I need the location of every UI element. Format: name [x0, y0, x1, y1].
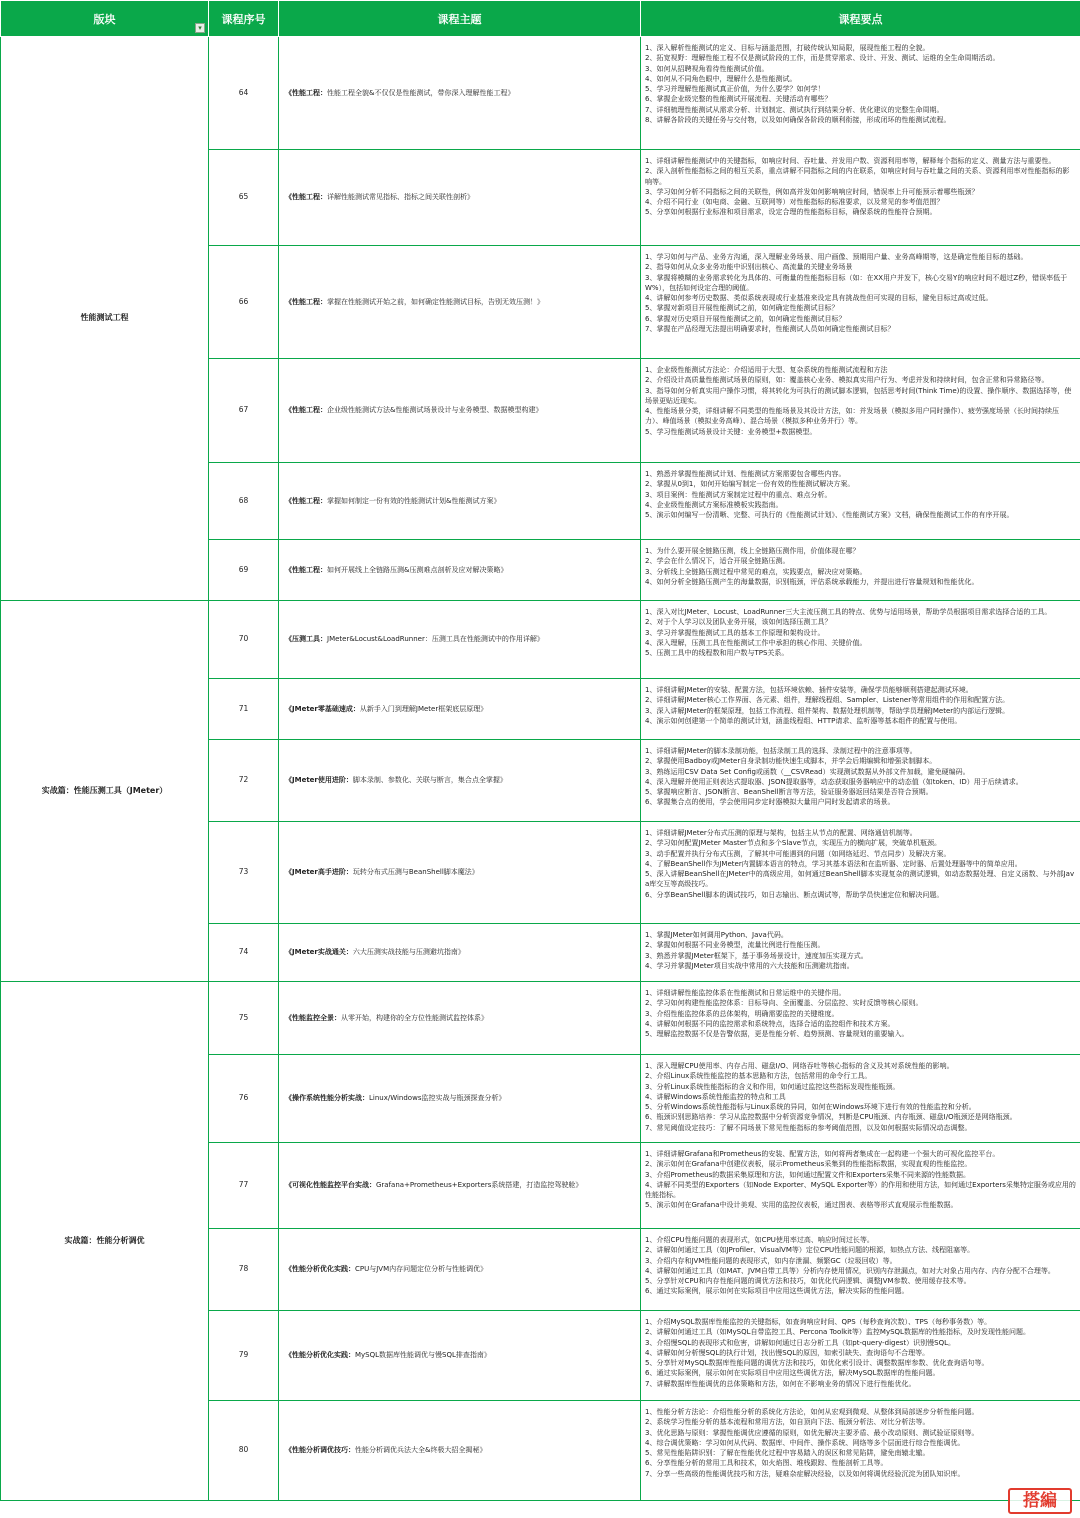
point-line: 2、对于个人学习以及团队业务开展，该如何选择压测工具？	[645, 618, 832, 627]
point-line: 4、讲解如何分析慢SQL的执行计划，找出慢SQL的原因，如索引缺失、查询语句不合理等。	[645, 1348, 930, 1357]
course-points[interactable]	[641, 1055, 1080, 1143]
point-line: 2、学会在什么情况下，适合开展全链路压测。	[645, 557, 790, 566]
point-line: 1、介绍CPU性能问题的表现形式，如CPU使用率过高、响应时间过长等。	[645, 1236, 874, 1244]
course-points[interactable]	[641, 1401, 1080, 1501]
point-line: 4、深入理解并使用正则表达式提取器、JSON提取器等，动态获取服务器响应中的动态值（如token、ID）用于后续请求。	[645, 777, 1023, 786]
point-line: 3、掌握将模糊的业务需求转化为具体的、可衡量的性能指标目标（如：在XX用户并发下，核心交易Y的响应时间不超过Z秒，错误率低于W%），包括如何设定合理的阈值。	[645, 273, 1068, 292]
point-line: 3、熟练运用CSV Data Set Config或函数（__CSVRead）实现测试数据从外部文件加载，避免硬编码。	[645, 767, 970, 776]
course-topic[interactable]	[279, 601, 641, 679]
point-line: 4、讲解Windows系统性能监控的特点和工具	[645, 1092, 786, 1101]
topic-prefix: 《可视化性能监控平台实战：	[285, 1181, 376, 1190]
point-line: 1、性能分析方法论：介绍性能分析的系统化方法论，如何从宏观到微观、从整体到局部逐步分析性能问题。	[645, 1408, 979, 1416]
point-line: 6、掌握企业级完整的性能测试开展流程、关键活动有哪些？	[645, 95, 832, 104]
course-topic[interactable]	[279, 1143, 641, 1229]
point-line: 5、掌握响应断言、JSON断言、BeanShell断言等方法，验证服务器返回结果是否符合预期。	[645, 788, 933, 797]
course-number[interactable]: 79	[209, 1311, 279, 1401]
course-points[interactable]	[641, 1311, 1080, 1401]
course-number[interactable]: 65	[209, 150, 279, 246]
course-points[interactable]	[641, 37, 1080, 150]
course-number[interactable]: 70	[209, 601, 279, 679]
course-topic[interactable]	[279, 540, 641, 601]
point-line: 6、分享性能分析的常用工具和技术，如火焰图、堆栈跟踪、性能剖析工具等。	[645, 1459, 888, 1468]
point-line: 4、了解BeanShell作为JMeter内置脚本语言的特点，学习其基本语法和在监听器、定时器、后置处理器等中的简单应用。	[645, 859, 1022, 868]
table-row	[1, 982, 1080, 1055]
course-points[interactable]	[641, 540, 1080, 601]
course-topic[interactable]	[279, 150, 641, 246]
point-line: 3、项目案例：性能测试方案制定过程中的重点、难点分析。	[645, 490, 832, 499]
point-line: 1、深入对比JMeter、Locust、LoadRunner三大主流压测工具的特点、优势与适用场景，帮助学员根据项目需求选择合适的工具。	[645, 608, 1052, 616]
course-topic[interactable]	[279, 463, 641, 540]
point-line: 4、讲解如何参考历史数据、类似系统表现或行业基准来设定具有挑战性但可实现的目标，避免目标过高或过低。	[645, 294, 993, 303]
course-number[interactable]: 80	[209, 1401, 279, 1501]
point-line: 1、学习如何与产品、业务方沟通，深入理解业务场景、用户画像、预期用户量、业务高峰期等，这是确定性能目标的基础。	[645, 253, 1028, 261]
course-points[interactable]	[641, 822, 1080, 924]
point-line: 4、深入理解，压测工具在性能测试工作中承担的核心作用、关键价值。	[645, 638, 867, 647]
topic-text: 详解性能测试常见指标、指标之间关联性剖析》	[327, 193, 474, 202]
point-line: 2、介绍Linux系统性能监控的基本思路和方法，包括常用的命令行工具。	[645, 1072, 872, 1081]
point-line: 3、学习并掌握性能测试工具的基本工作原理和架构设计。	[645, 628, 825, 637]
point-line: 4、讲解不同类型的Exporters（如Node Exporter、MySQL Exporter等）的作用和使用方法，如何通过Exporters采集特定服务或应用的性能指标。	[645, 1180, 1076, 1200]
header-no[interactable]: 课程序号	[209, 1, 279, 37]
point-line: 5、分享如何根据行业标准和项目需求，设定合理的性能指标目标，确保系统的性能符合预期。	[645, 208, 937, 217]
topic-prefix: 《JMeter零基础速成：	[285, 704, 360, 713]
point-line: 5、演示如何在Grafana中设计美观、实用的监控仪表板，通过图表、表格等形式直观展示性能数据。	[645, 1201, 958, 1210]
topic-text: Grafana+Prometheus+Exporters系统搭建，打造监控驾驶舱》	[376, 1181, 583, 1190]
course-topic[interactable]	[279, 37, 641, 150]
point-line: 6、通过实际案例，展示如何在实际项目中应用这些调优方法，解决实际的性能问题。	[645, 1287, 909, 1296]
table-row	[1, 601, 1080, 679]
point-line: 3、学习如何分析不同指标之间的关联性，例如高并发如何影响响应时间，错误率上升可能预示着哪些瓶颈？	[645, 187, 979, 196]
course-points[interactable]	[641, 359, 1080, 463]
point-line: 4、如何分析全链路压测产生的海量数据，识别瓶颈，评估系统承载能力，并提出进行容量规划和性能优化。	[645, 577, 979, 586]
point-line: 5、理解监控数据不仅是告警依据，更是性能分析、趋势预测、容量规划的重要输入。	[645, 1030, 909, 1039]
point-line: 5、压测工具中的线程数和用户数与TPS关系。	[645, 649, 789, 658]
course-points[interactable]	[641, 924, 1080, 982]
topic-prefix: 《压测工具：	[285, 635, 327, 644]
header-topic[interactable]: 课程主题	[279, 1, 641, 37]
point-line: 4、如何从不同角色眼中，理解什么是性能测试。	[645, 74, 797, 83]
point-line: 4、演示如何创建第一个简单的测试计划，涵盖线程组、HTTP请求、监听器等基本组件的配置与使用。	[645, 716, 962, 725]
point-line: 3、指导如何分析真实用户操作习惯，将其转化为可执行的测试脚本逻辑，包括思考时间(Think Time)的设置、操作顺序、数据选择等，使场景更贴近现实。	[645, 386, 1072, 405]
point-line: 5、掌握对新项目开展性能测试之前，如何确定性能测试目标？	[645, 304, 839, 313]
course-points[interactable]	[641, 1143, 1080, 1229]
point-line: 7、掌握在产品经理无法提出明确要求时，性能测试人员如何确定性能测试目标？	[645, 325, 895, 334]
point-line: 1、深入理解CPU使用率、内存占用、磁盘I/O、网络吞吐等核心指标的含义及其对系统性能的影响。	[645, 1062, 954, 1070]
table-body	[1, 37, 1080, 1501]
topic-prefix: 《性能分析优化实践：	[285, 1265, 355, 1274]
course-number[interactable]: 69	[209, 540, 279, 601]
topic-text: 掌握在性能测试开始之前，如何确定性能测试目标，告别无效压测！》	[327, 297, 544, 306]
topic-text: 脚本录制、参数化、关联与断言，集合点全掌握》	[352, 776, 507, 785]
point-line: 2、系统学习性能分析的基本流程和常用方法，如自顶向下法、瓶颈分析法、对比分析法等。	[645, 1418, 930, 1427]
point-line: 2、掌握如何根据不同业务模型，流量比例进行性能压测。	[645, 941, 825, 950]
course-points[interactable]	[641, 1229, 1080, 1311]
topic-text: 如何开展线上全链路压测&压测难点剖析及应对解决策略》	[327, 565, 508, 574]
topic-prefix: 《性能工程：	[285, 297, 327, 306]
point-line: 1、详细讲解JMeter的安装、配置方法，包括环境依赖、插件安装等，确保学员能够顺利搭建起测试环境。	[645, 686, 973, 694]
topic-text: 玩转分布式压测与BeanShell脚本魔法》	[352, 868, 479, 877]
topic-prefix: 《性能分析优化实践：	[285, 1351, 355, 1360]
course-points[interactable]	[641, 463, 1080, 540]
course-topic[interactable]	[279, 679, 641, 740]
point-line: 4、学习并掌握JMeter项目实战中常用的六大技能和压测避坑指南。	[645, 961, 854, 970]
point-line: 2、讲解如何通过工具（如MySQL自带监控工具、Percona Toolkit等）监控MySQL数据库的性能指标，及时发现性能问题。	[645, 1328, 1030, 1337]
point-line: 3、优化思路与原则：掌握性能调优应遵循的原则，如优先解决主要矛盾、最小改动原则、测试验证原则等。	[645, 1428, 979, 1437]
course-points[interactable]	[641, 982, 1080, 1055]
course-number[interactable]: 66	[209, 246, 279, 359]
topic-prefix: 《性能监控全景：	[285, 1013, 341, 1022]
topic-text: 企业级性能测试方法&性能测试场景设计与业务模型、数据模型构建》	[327, 406, 543, 415]
point-line: 2、介绍设计高质量性能测试场景的原则，如：覆盖核心业务、模拟真实用户行为、考虑并发和持续时间，包含正常和异常路径等。	[645, 376, 1049, 385]
point-line: 1、详细讲解性能监控体系在性能测试和日常运维中的关键作用。	[645, 989, 846, 997]
course-number[interactable]: 77	[209, 1143, 279, 1229]
course-number[interactable]: 68	[209, 463, 279, 540]
header-block[interactable]: 版块 ▾	[1, 1, 209, 37]
topic-prefix: 《JMeter实战通关：	[285, 948, 353, 957]
topic-prefix: 《性能工程：	[285, 565, 327, 574]
point-line: 6、通过实际案例，展示如何在实际项目中应用这些调优方法，解决MySQL数据库的性能问题。	[645, 1369, 940, 1378]
point-line: 6、瓶颈识别思路培养：学习从监控数据中分析资源竞争情况，判断是CPU瓶颈、内存瓶颈、磁盘I/O瓶颈还是网络瓶颈。	[645, 1113, 1017, 1122]
point-line: 1、为什么要开展全链路压测，线上全链路压测作用，价值体现在哪？	[645, 547, 860, 555]
point-line: 3、深入讲解JMeter的框架原理，包括工作流程、组件架构、数据处理机制等，帮助学员理解JMeter的内部运行逻辑。	[645, 706, 1010, 715]
point-line: 2、学习如何配置JMeter Master节点和多个Slave节点，实现压力的横向扩展，突破单机瓶颈。	[645, 839, 942, 848]
topic-text: CPU与JVM内存问题定位分析与性能调优》	[355, 1265, 488, 1274]
course-number[interactable]: 75	[209, 982, 279, 1055]
topic-text: 掌握如何制定一份有效的性能测试计划&性能测试方案》	[327, 496, 501, 505]
point-line: 2、深入剖析性能指标之间的相互关系，重点讲解不同指标之间的内在联系，如响应时间与吞吐量之间的关系、资源利用率对性能指标的影响等。	[645, 167, 1070, 186]
topic-prefix: 《JMeter高手进阶：	[285, 868, 353, 877]
topic-text: MySQL数据库性能调优与慢SQL排查指南》	[355, 1351, 491, 1360]
point-line: 7、详细梳理性能测试从需求分析、计划制定、测试执行到结果分析、优化建议的完整生命周期。	[645, 105, 944, 114]
topic-text: 六大压测实战技能与压测避坑指南》	[352, 948, 465, 957]
point-line: 2、演示如何在Grafana中创建仪表板，展示Prometheus采集到的性能指标数据，实现直观的性能监控。	[645, 1160, 972, 1169]
point-line: 6、分享BeanShell脚本的调试技巧，如日志输出、断点调试等，帮助学员快速定位和解决问题。	[645, 890, 944, 899]
point-line: 1、企业级性能测试方法论：介绍适用于大型、复杂系统的性能测试流程和方法	[645, 366, 888, 374]
point-line: 7、分享一些高级的性能调优技巧和方法，疑难杂症解决经验，以及如何将调优经验沉淀为团队知识库。	[645, 1469, 965, 1478]
point-line: 2、拓宽视野：理解性能工程不仅是测试阶段的工作，而是贯穿需求、设计、开发、测试、运维的全生命周期活动。	[645, 54, 1000, 63]
course-points[interactable]	[641, 601, 1080, 679]
point-line: 4、综合调优策略：学习如何从代码、数据库、中间件、操作系统、网络等多个层面进行综合性能调优。	[645, 1438, 965, 1447]
course-topic[interactable]	[279, 982, 641, 1055]
topic-prefix: 《性能工程：	[285, 496, 327, 505]
block-cell[interactable]: 性能测试工程	[1, 37, 209, 601]
header-row	[1, 1, 1080, 37]
point-line: 4、企业级性能测试方案标准模板实践指南。	[645, 500, 783, 509]
point-line: 1、详细讲解JMeter分布式压测的原理与架构，包括主从节点的配置、网络通信机制等。	[645, 829, 917, 837]
topic-text: JMeter&Locust&LoadRunner：压测工具在性能测试中的作用详解》	[327, 635, 544, 644]
course-points[interactable]	[641, 740, 1080, 822]
point-line: 5、深入讲解BeanShell在JMeter中的高级应用，如何通过BeanShell脚本实现复杂的测试逻辑，如动态数据处理、自定义函数、与外部Java库交互等高级技巧。	[645, 870, 1075, 889]
course-number[interactable]: 71	[209, 679, 279, 740]
filter-icon[interactable]: ▾	[195, 23, 205, 33]
point-line: 1、详细讲解Grafana和Prometheus的安装、配置方法，如何将两者集成在一起构建一个强大的可视化监控平台。	[645, 1150, 1000, 1158]
topic-text: 从新手入门到理解JMeter框架底层原理》	[359, 704, 488, 713]
course-topic[interactable]	[279, 924, 641, 982]
point-line: 3、介绍性能监控体系的总体架构，明确需要监控的关键维度。	[645, 1009, 839, 1018]
point-line: 5、学习性能测试场景设计关键：业务模型+数据模型。	[645, 427, 817, 436]
point-line: 3、介绍内存和JVM性能问题的表现形式，如内存泄漏、频繁GC（垃圾回收）等。	[645, 1256, 897, 1265]
topic-prefix: 《性能工程：	[285, 193, 327, 202]
course-topic[interactable]	[279, 1401, 641, 1501]
point-line: 6、掌握对历史项目开展性能测试之前，如何确定性能测试目标？	[645, 314, 846, 323]
point-line: 4、讲解如何根据不同的监控需求和系统特点，选择合适的监控组件和技术方案。	[645, 1019, 895, 1028]
course-points[interactable]	[641, 246, 1080, 359]
point-line: 3、如何从招聘视角看待性能测试价值。	[645, 64, 769, 73]
point-line: 3、熟悉并掌握JMeter框架下，基于事务场景设计，速度加压实现方式。	[645, 951, 868, 960]
watermark-logo: 搭編	[1008, 1488, 1072, 1514]
course-number[interactable]: 73	[209, 822, 279, 924]
course-number[interactable]: 67	[209, 359, 279, 463]
course-topic[interactable]	[279, 1311, 641, 1401]
course-topic[interactable]	[279, 740, 641, 822]
point-line: 1、介绍MySQL数据库性能监控的关键指标，如查询响应时间、QPS（每秒查询次数）、TPS（每秒事务数）等。	[645, 1318, 992, 1326]
point-line: 1、掌握JMeter如何调用Python、Java代码。	[645, 931, 788, 939]
course-number[interactable]: 78	[209, 1229, 279, 1311]
point-line: 8、讲解各阶段的关键任务与交付物，以及如何确保各阶段的顺利衔接，形成闭环的性能测试流程。	[645, 116, 951, 125]
topic-prefix: 《性能工程：	[285, 406, 327, 415]
topic-text: Linux/Windows监控实战与瓶颈探查分析》	[369, 1094, 506, 1103]
course-points[interactable]	[641, 150, 1080, 246]
table-row	[1, 37, 1080, 150]
topic-prefix: 《JMeter使用进阶：	[285, 776, 353, 785]
topic-text: 从零开始，构建你的全方位性能测试监控体系》	[341, 1013, 488, 1022]
topic-prefix: 《性能工程：	[285, 88, 327, 97]
point-line: 3、动手配置并执行分布式压测，了解其中可能遇到的问题（如网络延迟、节点同步）及解决方案。	[645, 849, 951, 858]
point-line: 5、分析Windows系统性能指标与Linux系统的异同，如何在Windows环境下进行有效的性能监控和分析。	[645, 1103, 976, 1112]
course-number[interactable]: 74	[209, 924, 279, 982]
course-points[interactable]	[641, 679, 1080, 740]
course-topic[interactable]	[279, 1229, 641, 1311]
point-line: 7、讲解数据库性能调优的总体策略和方法，如何在不影响业务的情况下进行性能优化。	[645, 1379, 916, 1388]
point-line: 2、指导如何从众多业务功能中识别出核心、高流量的关键业务场景	[645, 263, 853, 272]
topic-prefix: 《操作系统性能分析实战：	[285, 1094, 369, 1103]
point-line: 3、介绍慢SQL的表现形式和危害，讲解如何通过日志分析工具（如pt-query-digest）识别慢SQL。	[645, 1338, 956, 1347]
point-line: 6、掌握集合点的使用，学会使用同步定时器模拟大量用户同时发起请求的场景。	[645, 798, 895, 807]
point-line: 3、介绍Prometheus的数据采集原理和方法，如何通过配置文件和Exporters采集不同来源的性能数据。	[645, 1170, 970, 1179]
point-line: 2、掌握使用Badboy或JMeter自身录制功能快速生成脚本，并学会后期编辑和增强录制脚本。	[645, 757, 937, 766]
course-number[interactable]: 72	[209, 740, 279, 822]
course-number[interactable]: 64	[209, 37, 279, 150]
topic-text: 性能分析调优兵法大全&终极大招全揭秘》	[355, 1446, 487, 1455]
course-topic[interactable]	[279, 359, 641, 463]
point-line: 4、性能场景分类，详细讲解不同类型的性能场景及其设计方法，如：并发场景（模拟多用户同时操作）、疲劳强度场景（长时间持续压力）、峰值场景（模拟业务高峰）、混合场景（模拟多种业务并行）等。	[645, 407, 1059, 426]
point-line: 3、分析Linux系统性能指标的含义和作用，如何通过监控这些指标发现性能瓶颈。	[645, 1082, 900, 1091]
point-line: 2、讲解如何通过工具（如JProfiler、VisualVM等）定位CPU性能问题的根源，如热点方法、线程阻塞等。	[645, 1246, 975, 1255]
point-line: 1、深入解析性能测试的定义、目标与涵盖范围，打破传统认知局限，展现性能工程的全貌。	[645, 44, 930, 52]
point-line: 4、介绍不同行业（如电商、金融、互联网等）对性能指标的标准要求，以及常见的参考值范围？	[645, 198, 944, 207]
point-line: 5、常见性能陷阱识别：了解在性能优化过程中容易踏入的误区和常见陷阱，避免南辕北辙。	[645, 1449, 930, 1458]
header-points[interactable]: 课程要点	[641, 1, 1080, 37]
point-line: 2、详细讲解JMeter核心工作界面、各元素、组件，理解线程组、Sampler、Listener等常用组件的作用和配置方法。	[645, 696, 1010, 705]
point-line: 1、详细讲解JMeter的脚本录制功能，包括录制工具的选择、录制过程中的注意事项等。	[645, 747, 917, 755]
block-cell[interactable]: 实战篇：性能压测工具（JMeter）	[1, 601, 209, 982]
point-line: 1、详细讲解性能测试中的关键指标，如响应时间、吞吐量、并发用户数、资源利用率等，解释每个指标的定义、测量方法与重要性。	[645, 157, 1056, 165]
point-line: 2、掌握从0到1，如何开始编写制定一份有效的性能测试解决方案。	[645, 480, 855, 489]
point-line: 5、分享针对MySQL数据库性能问题的调优方法和技巧，如优化索引设计、调整数据库参数、优化查询语句等。	[645, 1359, 989, 1368]
course-number[interactable]: 76	[209, 1055, 279, 1143]
point-line: 4、讲解如何通过工具（如MAT、JVM自带工具等）分析内存使用情况，识别内存泄漏点，如对大对象占用内存、内存分配不合理等。	[645, 1266, 1055, 1275]
point-line: 3、分析线上全链路压测过程中常见的难点，实践要点，解决应对策略。	[645, 567, 867, 576]
point-line: 5、学习并理解性能测试真正价值，为什么要学？如何学！	[645, 85, 825, 94]
point-line: 2、学习如何构建性能监控体系：目标导向、全面覆盖、分层监控、实时反馈等核心原则。	[645, 999, 923, 1008]
point-line: 7、常见阈值设定技巧：了解不同场景下常见性能指标的参考阈值范围，以及如何根据实际情况动态调整。	[645, 1123, 972, 1132]
course-topic[interactable]	[279, 246, 641, 359]
course-topic[interactable]	[279, 822, 641, 924]
course-topic[interactable]	[279, 1055, 641, 1143]
point-line: 5、分享针对CPU和内存性能问题的调优方法和技巧，如优化代码逻辑、调整JVM参数、使用缓存技术等。	[645, 1277, 971, 1286]
point-line: 5、演示如何编写一份清晰、完整、可执行的《性能测试计划》、《性能测试方案》文档，确保性能测试工作的有序开展。	[645, 511, 1014, 520]
point-line: 1、熟悉并掌握性能测试计划、性能测试方案需要包含哪些内容。	[645, 470, 846, 478]
block-cell[interactable]: 实战篇：性能分析调优	[1, 982, 209, 1501]
topic-prefix: 《性能分析调优技巧：	[285, 1446, 355, 1455]
topic-text: 性能工程全貌&不仅仅是性能测试，带你深入理解性能工程》	[327, 88, 515, 97]
